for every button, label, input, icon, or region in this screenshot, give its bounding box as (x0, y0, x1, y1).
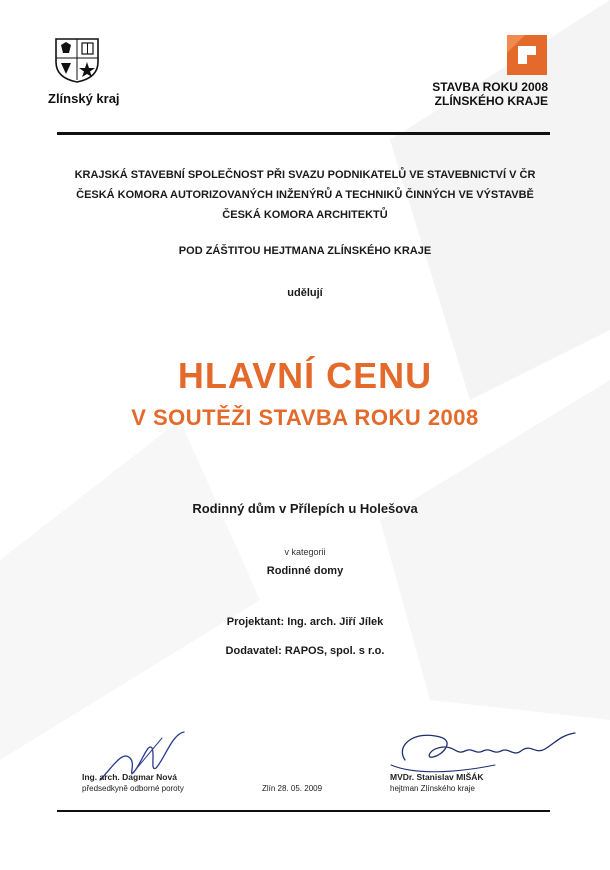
signatory-right (390, 772, 484, 794)
event-title (432, 80, 548, 108)
organizer-line: KRAJSKÁ STAVEBNÍ SPOLEČNOST PŘI SVAZU PODNIKATELŮ VE STAVEBNICTVÍ V ČR (74, 169, 536, 181)
organizer-line: ČESKÁ KOMORA ARCHITEKTŮ (222, 209, 388, 221)
award-verb: udělují (287, 287, 323, 299)
contractor-line: Dodavatel: RAPOS, spol. s r.o. (225, 645, 385, 657)
coat-of-arms-icon (52, 36, 102, 84)
organizer-line: ČESKÁ KOMORA AUTORIZOVANÝCH INŽENÝRŮ A TECHNIKŮ ČINNÝCH VE VÝSTAVBĚ (76, 189, 534, 201)
signatory-right-name: MVDr. Stanislav MIŠÁK (390, 772, 484, 782)
organizers-list (20, 165, 590, 225)
prize-title: HLAVNÍ CENU (177, 355, 433, 396)
header-divider (57, 132, 550, 135)
footer-divider (57, 810, 550, 812)
signatory-right-role: hejtman Zlínského kraje (390, 784, 475, 793)
patronage-line: POD ZÁŠTITOU HEJTMANA ZLÍNSKÉHO KRAJE (178, 245, 432, 257)
project-name: Rodinný dům v Přílepích u Holešova (192, 501, 418, 516)
category-label: v kategorii (284, 547, 326, 557)
signatory-left-role: předsedkyně odborné poroty (82, 784, 184, 793)
signatory-left (82, 772, 184, 794)
place-and-date: Zlín 28. 05. 2009 (262, 784, 323, 793)
category-value: Rodinné domy (266, 565, 344, 577)
designer-line: Projektant: Ing. arch. Jiří Jílek (226, 616, 384, 628)
orange-square-logo-icon (507, 35, 547, 75)
prize-subtitle: V SOUTĚŽI STAVBA ROKU 2008 (131, 405, 479, 430)
signatory-left-name: Ing. arch. Dagmar Nová (82, 772, 177, 782)
region-name: Zlínský kraj (48, 91, 120, 106)
event-title-line2: ZLÍNSKÉHO KRAJE (434, 94, 548, 108)
event-title-line1: STAVBA ROKU 2008 (432, 80, 548, 94)
